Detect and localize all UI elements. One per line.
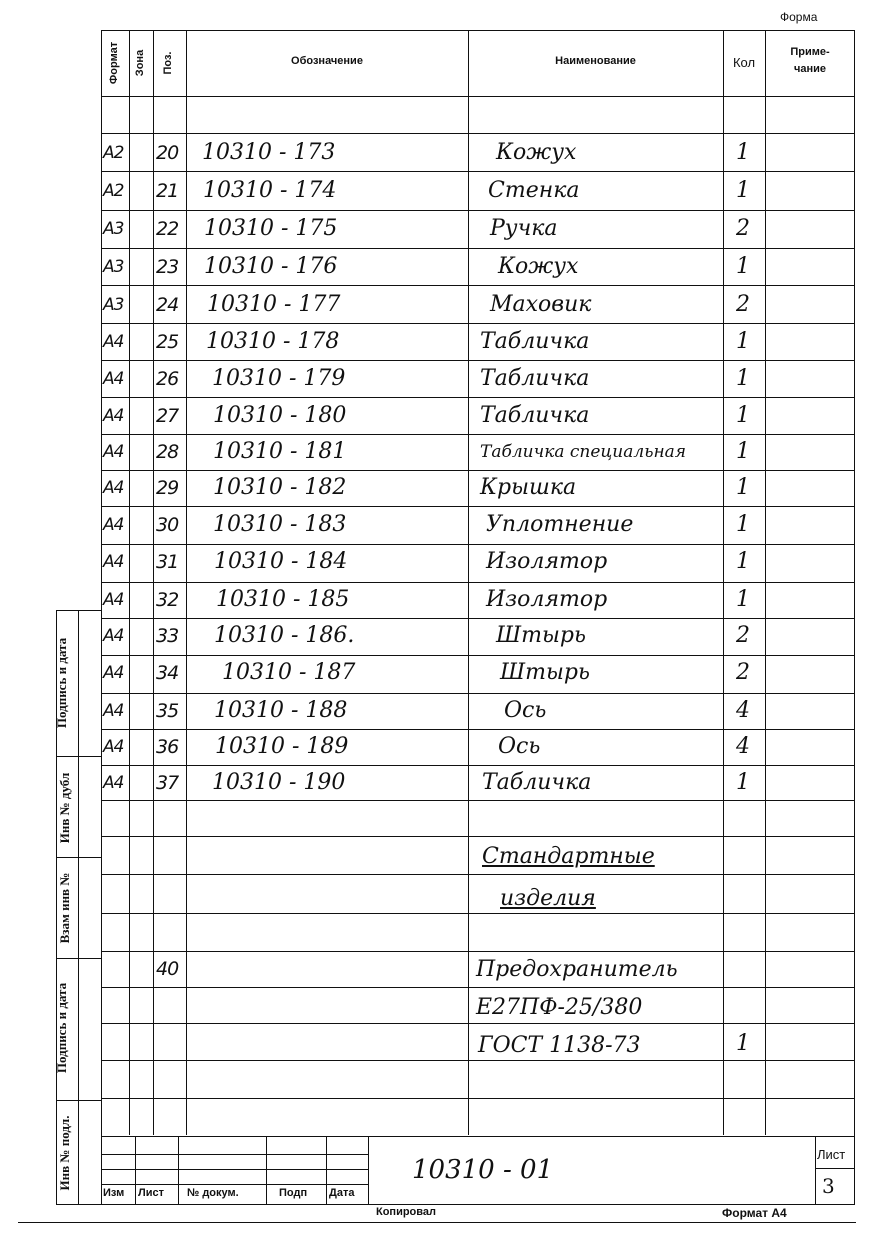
header-pos: Поз. [162,51,174,75]
row-designation: 10310 - 179 [212,366,346,391]
tb-col-doc [266,1136,267,1205]
row-line [101,544,855,545]
row-name: Маховик [490,292,592,317]
row-format: A4 [103,442,124,462]
row-position: 32 [156,589,179,611]
row-quantity: 1 [736,329,750,354]
row-line [101,434,855,435]
std-item-name-line3: ГОСТ 1138-73 [478,1033,641,1058]
row-line [101,729,855,730]
row-quantity: 1 [736,254,750,279]
header-format: Формат [108,41,120,85]
row-name: Штырь [500,660,590,685]
row-designation: 10310 - 173 [202,140,336,165]
row-designation: 10310 - 184 [214,549,348,574]
row-designation: 10310 - 177 [207,292,341,317]
row-designation: 10310 - 190 [212,770,346,795]
row-format: A4 [103,626,124,646]
row-name: Табличка [482,770,592,795]
side-label-sign-date-top: Подпись и дата [54,637,69,729]
row-format: A4 [103,701,124,721]
row-name: Штырь [496,623,586,648]
row-name: Табличка [480,366,590,391]
row-format: A2 [103,181,124,201]
row-name: Ось [504,698,547,723]
row-name: Табличка специальная [480,442,687,462]
row-position: 28 [156,441,179,463]
row-name: Изолятор [486,587,608,612]
row-line [101,210,855,211]
title-block-row-1 [101,1154,368,1155]
row-designation: 10310 - 180 [213,403,347,428]
row-format: A3 [103,219,124,239]
std-item-name-line2: Е27ПФ-25/380 [476,995,643,1020]
row-name: Ручка [490,216,558,241]
row-line [101,470,855,471]
tb-col-list [178,1136,179,1205]
row-designation: 10310 - 185 [216,587,350,612]
row-designation: 10310 - 181 [213,439,347,464]
row-position: 24 [156,294,179,316]
row-quantity: 1 [736,512,750,537]
row-format: A4 [103,737,124,757]
row-position: 33 [156,625,179,647]
row-position: 36 [156,736,179,758]
row-format: A4 [103,369,124,389]
tb-label-list: Лист [138,1187,164,1199]
title-block-row-2 [101,1169,368,1170]
header-qty: Кол [732,55,756,70]
row-designation: 10310 - 186. [214,623,355,648]
row-quantity: 1 [736,366,750,391]
row-designation: 10310 - 183 [213,512,347,537]
row-position: 26 [156,368,179,390]
row-position: 35 [156,700,179,722]
header-zone: Зона [134,49,146,77]
row-quantity: 2 [736,216,750,241]
row-line [101,836,855,837]
row-name: Кожух [496,140,577,165]
row-position: 34 [156,662,179,684]
row-format: A4 [103,515,124,535]
row-position: 30 [156,514,179,536]
header-note-line1: Приме- [790,46,830,58]
row-quantity: 1 [736,770,750,795]
row-line [101,360,855,361]
row-format: A3 [103,295,124,315]
title-block-top [101,1136,855,1137]
row-format: A4 [103,478,124,498]
row-name: Стенка [488,178,580,203]
row-name: Кожух [498,254,579,279]
side-stamp-sep-2 [56,857,102,858]
row-designation: 10310 - 175 [204,216,338,241]
tb-label-podp: Подп [279,1187,308,1199]
row-designation: 10310 - 174 [203,178,337,203]
row-position: 22 [156,218,179,240]
row-quantity: 2 [736,660,750,685]
row-position: 20 [156,142,179,164]
row-line [101,397,855,398]
row-quantity: 1 [736,439,750,464]
std-item-pos: 40 [156,958,179,980]
row-line [101,693,855,694]
row-quantity: 1 [736,587,750,612]
row-name: Крышка [480,475,577,500]
row-quantity: 1 [736,403,750,428]
side-stamp-sep-4 [56,1100,102,1101]
row-name: Табличка [480,403,590,428]
row-quantity: 4 [736,698,750,723]
side-stamp-divider [78,610,79,1205]
bottom-copy-line [18,1222,856,1223]
row-designation: 10310 - 188 [214,698,348,723]
row-line [101,323,855,324]
row-line [101,618,855,619]
row-line [101,874,855,875]
row-line [101,655,855,656]
row-line [101,285,855,286]
row-name: Изолятор [486,549,608,574]
tb-label-date: Дата [329,1187,355,1199]
row-format: A2 [103,143,124,163]
std-item-name-line1: Предохранитель [476,957,678,982]
tb-col-izm [135,1136,136,1205]
row-line [101,582,855,583]
tb-label-izm: Изм [103,1187,125,1199]
row-format: A4 [103,552,124,572]
row-name: Уплотнение [486,512,634,537]
tb-designation: 10310 - 01 [412,1155,554,1185]
row-position: 21 [156,180,179,202]
footer-copied: Копировал [376,1206,437,1218]
side-label-inv-podl: Инв № подл. [57,1115,72,1191]
row-format: A4 [103,663,124,683]
row-quantity: 1 [736,549,750,574]
header-designation: Обозначение [291,55,363,67]
tb-sheet-sep [815,1168,855,1169]
header-name: Наименование [555,55,636,67]
row-quantity: 1 [736,475,750,500]
row-position: 23 [156,256,179,278]
row-quantity: 1 [736,140,750,165]
row-line [101,1023,855,1024]
tb-label-doc: № докум. [187,1187,239,1199]
section-title-line1: Стандартные [482,844,655,869]
row-name: Ось [498,734,541,759]
side-label-sign-date-bottom: Подпись и дата [54,982,69,1074]
row-line [101,133,855,134]
section-title-line2: изделия [500,886,596,911]
side-label-inv-dubl: Инв № дубл [57,772,72,844]
side-label-vzam-inv: Взам инв № [57,872,72,944]
row-designation: 10310 - 176 [204,254,338,279]
tb-sheet-label: Лист [817,1147,846,1162]
row-line [101,951,855,952]
row-line [101,765,855,766]
std-item-qty: 1 [736,1031,750,1056]
row-quantity: 2 [736,292,750,317]
row-designation: 10310 - 178 [206,329,340,354]
row-position: 25 [156,331,179,353]
row-line [101,913,855,914]
row-quantity: 2 [736,623,750,648]
row-format: A4 [103,332,124,352]
row-quantity: 1 [736,178,750,203]
row-designation: 10310 - 189 [215,734,349,759]
tb-sheet-number: 3 [822,1174,835,1198]
row-format: A4 [103,773,124,793]
row-line [101,248,855,249]
header-note-line2: чание [793,63,827,75]
row-line [101,506,855,507]
row-designation: 10310 - 187 [222,660,356,685]
footer-format: Формат А4 [722,1206,787,1220]
row-position: 37 [156,772,179,794]
row-format: A4 [103,406,124,426]
row-format: A4 [103,590,124,610]
row-format: A3 [103,257,124,277]
side-stamp-sep-1 [56,756,102,757]
row-line [101,987,855,988]
row-designation: 10310 - 182 [213,475,347,500]
row-position: 29 [156,477,179,499]
title-block-row-3 [101,1184,368,1185]
row-line [101,1098,855,1099]
tb-col-date [368,1136,369,1205]
row-line [101,800,855,801]
row-position: 31 [156,551,179,573]
row-name: Табличка [480,329,590,354]
row-position: 27 [156,405,179,427]
tb-col-podp [326,1136,327,1205]
form-corner-label: Форма [780,10,818,24]
row-line [101,171,855,172]
tb-col-sheet [815,1136,816,1205]
row-quantity: 4 [736,734,750,759]
header-bottom-line [101,96,855,97]
